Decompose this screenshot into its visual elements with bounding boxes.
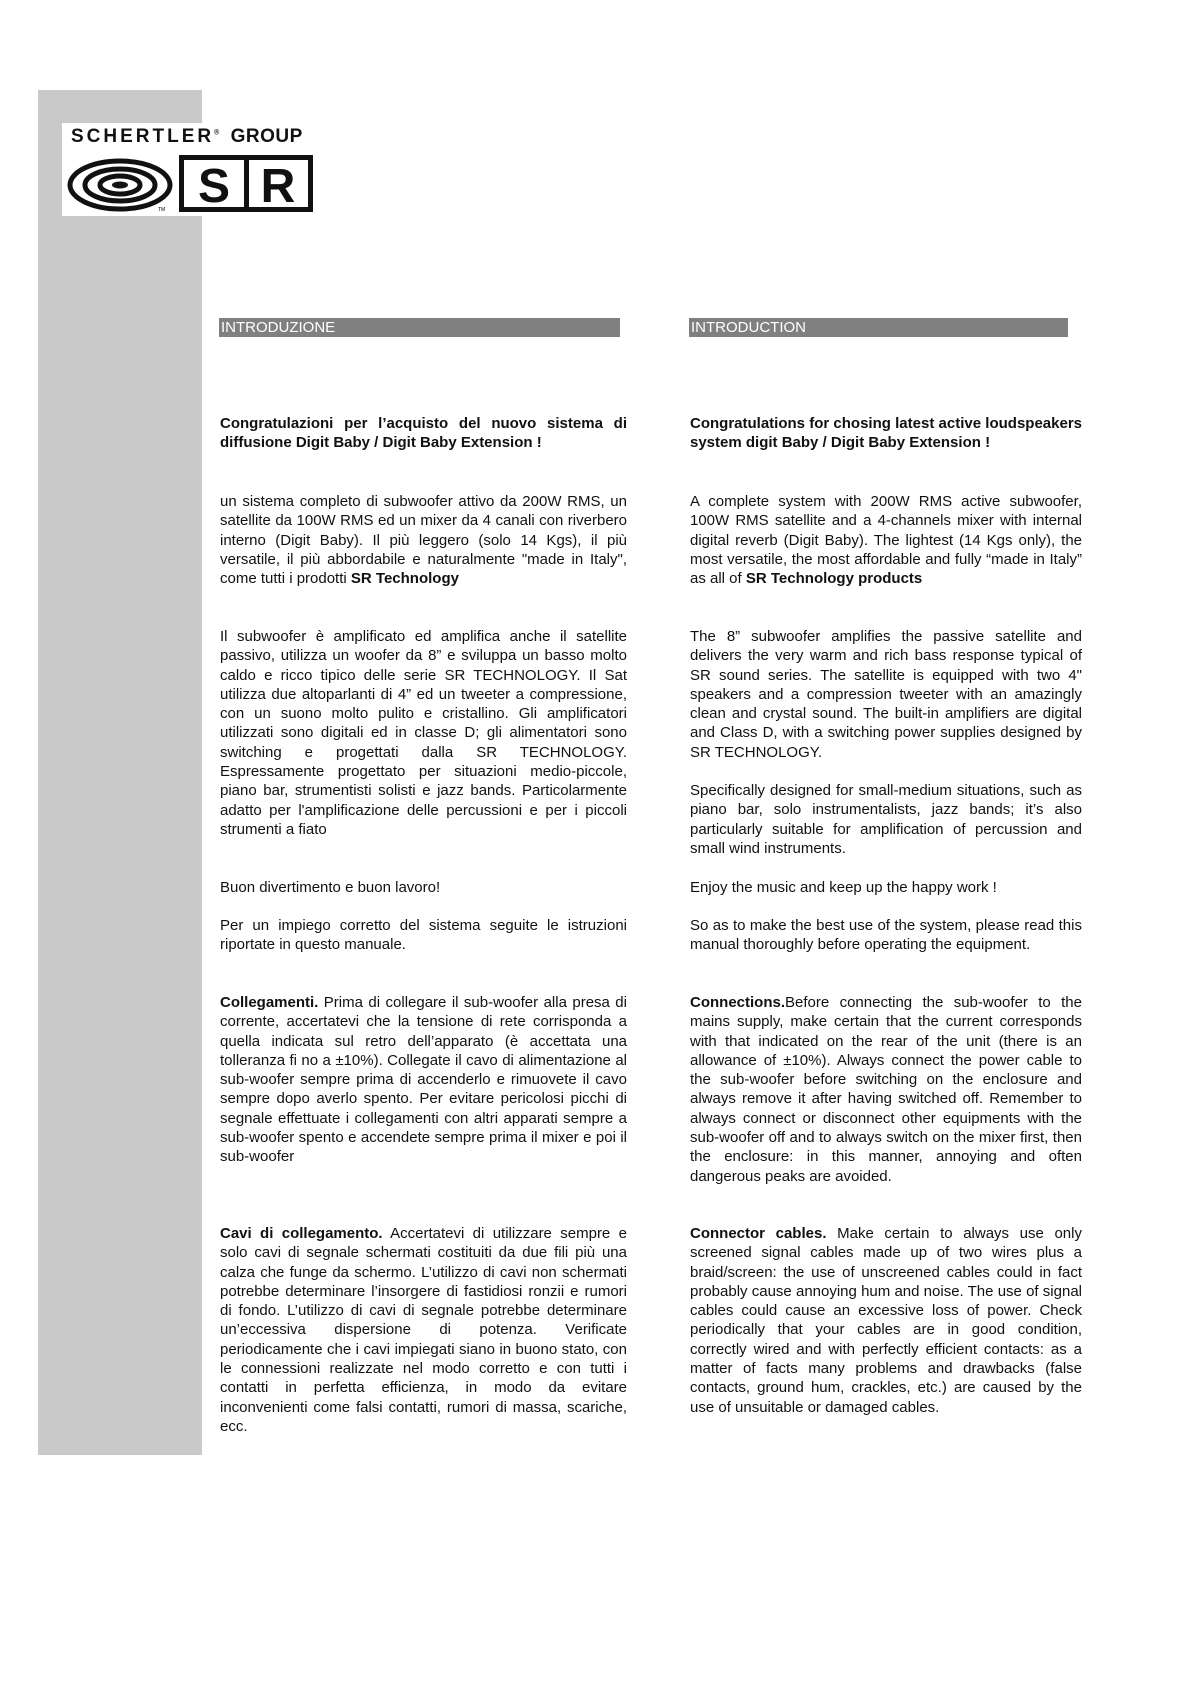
section-header-introduzione: INTRODUZIONE [219,318,620,337]
italian-paragraph-2: Il subwoofer è amplificato ed amplifica anche il satellite passivo, utilizza un woofer da 8” e sviluppa un basso molto caldo e ricco tipico delle serie SR TECHNOLOGY. Il Sat utilizza due altoparlanti di 4” ed un tweeter a compressione, con un suono molto pulito e cristallino. Gli amplificatori utilizzati sono digitali ed in classe D; gli alimentatori sono switching e progettati dalla SR TECHNOLOGY. Espressamente progettato per situazioni medio-piccole, piano bar, strumentisti solisti e jazz bands. Particolarmente adatto per l'amplificazione delle percussioni e per i piccoli strumenti a fiato [220,628,627,838]
italian-connections: Collegamenti. Prima di collegare il sub-woofer alla presa di corrente, accertatevi che la tensione di rete corrisponda a quella indicata sul retro dell’apparato (è accettata una tolleranza fi no a ±10%). Collegate il cavo di alimentazione al sub-woofer sempre prima di accenderlo e rimuovete il cavo sempre dopo averlo spento. Per evitare pericolosi picchi di segnale effettuate i collegamenti con altri apparati sempre a sub-woofer spento e accendete sempre prima il mixer e poi il sub-woofer [220,994,627,1166]
svg-text:S: S [197,160,231,213]
sr-emblem-icon [66,153,318,215]
section-header-introduction: INTRODUCTION [689,318,1068,337]
english-paragraph-1: A complete system with 200W RMS active subwoofer, 100W RMS satellite and a 4-channels mixer with internal digital reverb (Digit Baby). The lightest (14 Kgs only), the most versatile, the most affordable and fully “made in Italy” as all of SR Technology products [690,493,1082,588]
english-paragraph-2: The 8” subwoofer amplifies the passive satellite and delivers the very warm and rich bass response typical of SR sound series. The satellite is equipped with two 4" speakers and a compression tweeter with an amazingly clean and crystal sound. The built-in amplifiers are digital and Class D, with a switching power supplies designed by SR TECHNOLOGY. [690,628,1082,761]
italian-paragraph-3: Buon divertimento e buon lavoro! [220,879,441,896]
italian-paragraph-1: un sistema completo di subwoofer attivo da 200W RMS, un satellite da 100W RMS ed un mixer da 4 canali con riverbero interno (Digit Baby). Il più leggero (solo 14 Kgs), il più versatile, il più abbordabile e naturalmente "made in Italy", come tutti i prodotti SR Technology [220,493,627,588]
english-cables: Connector cables. Make certain to always use only screened signal cables made up of two wires plus a braid/screen: the use of unscreened cables could in fact probably cause annoying hum and noise. The use of signal cables could cause an excessive loss of power. Check periodically that your cables are in good condition, correctly wired and with perfectly efficient contacts: as a matter of facts many problems and drawbacks (false contacts, ground hum, crackles, etc.) are caused by the use of unsuitable or damaged cables. [690,1225,1082,1416]
english-heading: Congratulations for chosing latest active loudspeakers system digit Baby / Digit Baby Extension ! [690,415,1082,452]
logo-tm: TM [158,207,166,213]
italian-heading: Congratulazioni per l’acquisto del nuovo sistema di diffusione Digit Baby / Digit Baby Extension ! [220,415,627,452]
logo-group: GROUP [230,126,303,147]
logo-company: SCHERTLER [71,126,215,147]
italian-cables: Cavi di collegamento. Accertatevi di utilizzare sempre e solo cavi di segnale schermati costituiti da due fili più una calza che funge da schermo. L’utilizzo di cavi non schermati potrebbe determinare l’insorgere di fastidiosi ronzii e rumori di fondo. L’utilizzo di cavi di segnale potrebbe determinare un’eccessiva dispersione di potenza. Verificate periodicamente che i cavi impiegati siano in buono stato, con le connessioni realizzate nel modo corretto e con tutti i contatti in perfetta efficienza, in modo da evitare inconvenienti come falsi contatti, rumori di massa, scariche, ecc. [220,1225,627,1435]
svg-text:R: R [260,160,296,213]
schertler-sr-logo: SCHERTLER® GROUP TM S R [62,123,324,216]
english-connections: Connections.Before connecting the sub-woofer to the mains supply, make certain that the current corresponds with that indicated on the rear of the unit (there is an allowance of ±10%). Always connect the power cable to the sub-woofer before switching on the enclosure and always remove it after having switched off. Remember to always connect or disconnect other equipments with the sub-woofer off and to always switch on the mixer first, then the enclosure: in this manner, annoying and often dangerous peaks are avoided. [690,994,1082,1185]
decorative-side-strip [38,90,202,1455]
english-paragraph-4: So as to make the best use of the system, please read this manual thoroughly before operating the equipment. [690,917,1082,954]
english-paragraph-2b: Specifically designed for small-medium situations, such as piano bar, solo instrumentalists, jazz bands; it’s also particularly suitable for amplification of percussion and small wind instruments. [690,782,1082,857]
italian-paragraph-4: Per un impiego corretto del sistema seguite le istruzioni riportate in questo manuale. [220,917,627,954]
english-paragraph-3: Enjoy the music and keep up the happy work ! [690,879,997,896]
